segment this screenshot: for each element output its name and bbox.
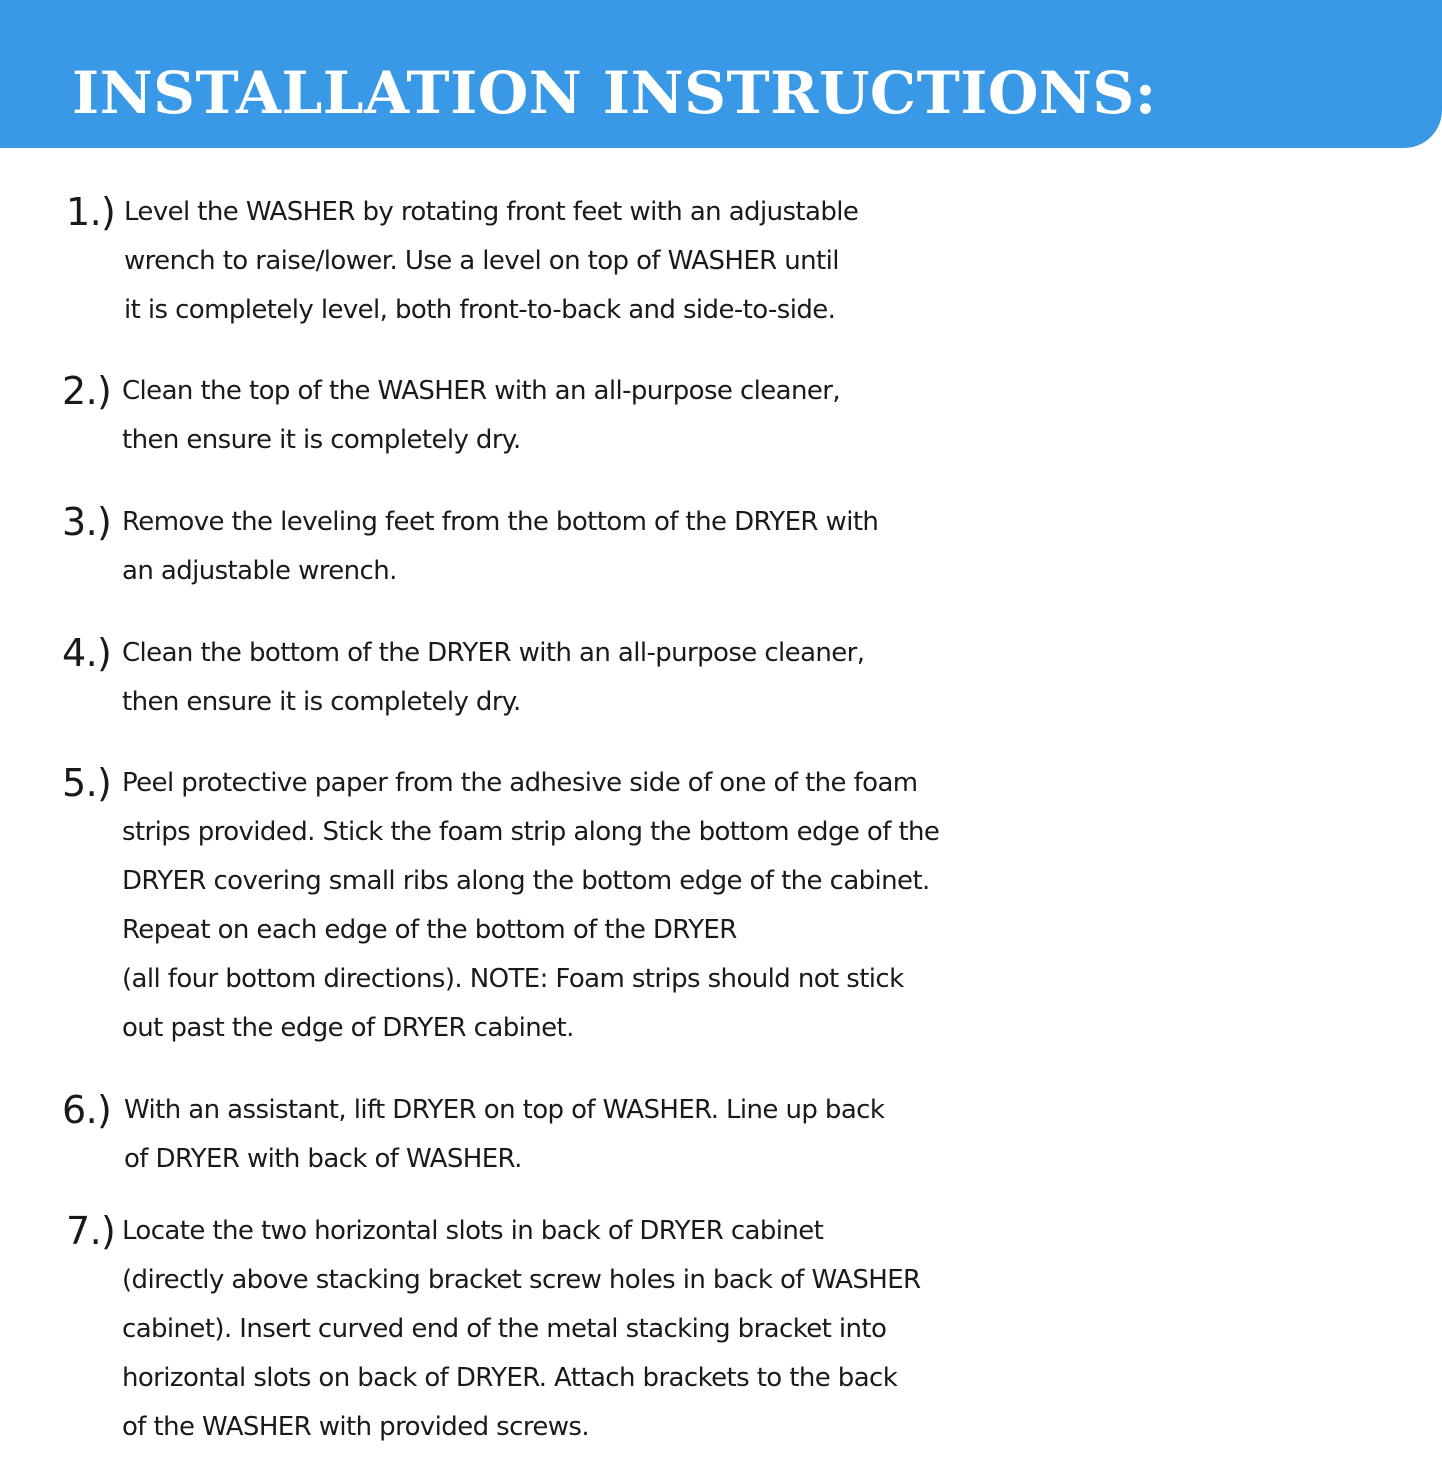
- step-text-line: it is completely level, both front-to-back and side-to-side.: [124, 295, 836, 325]
- step-text: [124, 1086, 1440, 1184]
- step-text-line: out past the edge of DRYER cabinet.: [122, 1013, 574, 1043]
- step-text-line: of the WASHER with provided screws.: [122, 1412, 590, 1442]
- step-text-line: of DRYER with back of WASHER.: [124, 1144, 522, 1174]
- step-text-line: Peel protective paper from the adhesive side of one of the foam: [122, 768, 918, 798]
- step-text-line: then ensure it is completely dry.: [122, 425, 521, 455]
- step-text-line: Clean the top of the WASHER with an all-purpose cleaner,: [122, 376, 841, 406]
- step-text-line: Level the WASHER by rotating front feet with an adjustable: [124, 197, 859, 227]
- step-number: 2.): [62, 369, 112, 413]
- step-text-line: cabinet). Insert curved end of the metal stacking bracket into: [122, 1314, 887, 1344]
- step-number: 3.): [62, 500, 112, 544]
- step-text-line: Clean the bottom of the DRYER with an all-purpose cleaner,: [122, 638, 865, 668]
- step-text: [122, 759, 1438, 1053]
- step-text-line: an adjustable wrench.: [122, 556, 397, 586]
- step-text-line: With an assistant, lift DRYER on top of WASHER. Line up back: [124, 1095, 885, 1125]
- step-text-line: (all four bottom directions). NOTE: Foam strips should not stick: [122, 964, 904, 994]
- step-text-line: strips provided. Stick the foam strip along the bottom edge of the: [122, 817, 940, 847]
- step-text-line: wrench to raise/lower. Use a level on top of WASHER until: [124, 246, 839, 276]
- step-number: 4.): [62, 631, 112, 675]
- step-number: 6.): [62, 1088, 112, 1132]
- page-title: INSTALLATION INSTRUCTIONS:: [72, 59, 1157, 127]
- step-text: [122, 498, 1438, 596]
- step-text: [122, 629, 1438, 727]
- step-number: 7.): [66, 1209, 116, 1253]
- step-text-line: horizontal slots on back of DRYER. Attach brackets to the back: [122, 1363, 898, 1393]
- step-number: 5.): [62, 761, 112, 805]
- step-text-line: (directly above stacking bracket screw holes in back of WASHER: [122, 1265, 921, 1295]
- step-text-line: Remove the leveling feet from the bottom of the DRYER with: [122, 507, 879, 537]
- step-text-line: DRYER covering small ribs along the bottom edge of the cabinet.: [122, 866, 930, 896]
- step-text: [122, 1207, 1438, 1452]
- step-text-line: Locate the two horizontal slots in back of DRYER cabinet: [122, 1216, 824, 1246]
- step-text: [124, 188, 1440, 335]
- step-text-line: Repeat on each edge of the bottom of the DRYER: [122, 915, 737, 945]
- step-number: 1.): [66, 190, 116, 234]
- step-text: [122, 367, 1438, 465]
- step-text-line: then ensure it is completely dry.: [122, 687, 521, 717]
